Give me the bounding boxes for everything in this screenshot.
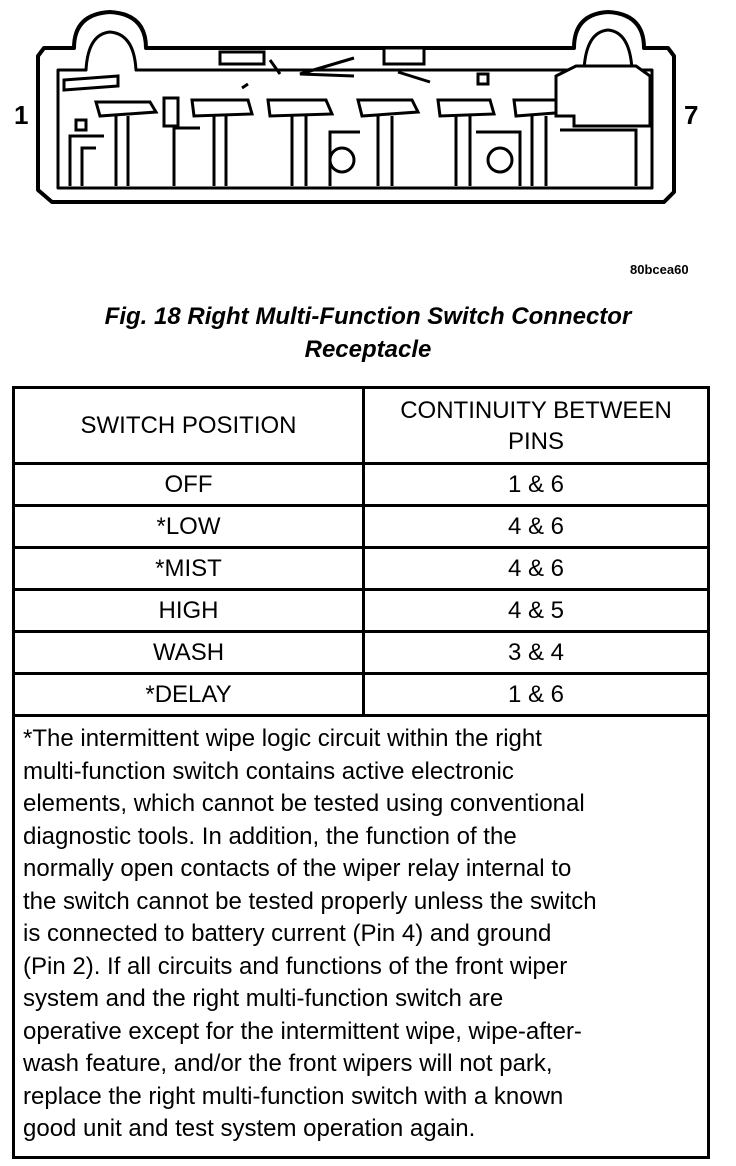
terminal-blade-5 [438, 100, 494, 116]
switch-position-cell: *DELAY [14, 674, 364, 716]
table-row [14, 464, 709, 506]
note-line: system and the right multi-function switch are [23, 985, 504, 1012]
table-row [14, 632, 709, 674]
pin-1-label: 1 [14, 100, 29, 130]
table-row [14, 590, 709, 632]
terminal-blade-2 [192, 100, 252, 116]
pin-7-label: 7 [684, 100, 699, 130]
note-line: diagnostic tools. In addition, the function of the [23, 822, 517, 850]
switch-position-cell: OFF [14, 464, 364, 506]
header-switch-position: SWITCH POSITION [14, 388, 364, 464]
table-row [14, 548, 709, 590]
header-continuity-line-2: PINS [507, 427, 564, 455]
detail-square-a [164, 98, 178, 126]
top-strip-left [220, 52, 264, 64]
switch-continuity-table [12, 386, 710, 1159]
header-continuity-line-1: CONTINUITY BETWEEN [400, 396, 672, 424]
note-line: operative except for the intermittent wipe, wipe-after- [23, 1017, 582, 1045]
left-latch [64, 76, 118, 90]
detail-square-c [478, 74, 488, 84]
switch-position-cell: *MIST [14, 548, 364, 590]
detail-square-b [76, 120, 86, 130]
note-line: elements, which cannot be tested using conventional [23, 790, 585, 817]
terminal-blade-4 [358, 100, 418, 116]
terminal-blade-3 [268, 100, 332, 116]
figure-caption [0, 300, 736, 366]
switch-position-cell: WASH [14, 632, 364, 674]
header-continuity [364, 388, 709, 464]
switch-position-cell: HIGH [14, 590, 364, 632]
top-strip-mid [384, 48, 424, 64]
hole-1 [330, 148, 354, 172]
right-terminal-block [556, 66, 650, 126]
continuity-pins-cell: 1 & 6 [364, 464, 709, 506]
table-note-row [14, 716, 709, 1158]
figure-id: 80bcea60 [630, 262, 689, 277]
note-line: good unit and test system operation again. [23, 1115, 476, 1142]
continuity-pins-cell: 3 & 4 [364, 632, 709, 674]
continuity-pins-cell: 4 & 6 [364, 548, 709, 590]
note-line: is connected to battery current (Pin 4) and ground [23, 920, 552, 947]
note-line: replace the right multi-function switch with a known [23, 1082, 564, 1110]
connector-receptacle-diagram [0, 0, 736, 260]
caption-line-2: Receptacle [304, 336, 432, 363]
note-line: (Pin 2). If all circuits and functions of the front wiper [23, 952, 568, 980]
note-line: multi-function switch contains active electronic [23, 757, 514, 785]
table-row [14, 506, 709, 548]
note-line: wash feature, and/or the front wipers will not park, [23, 1050, 553, 1077]
note-line: the switch cannot be tested properly unless the switch [23, 887, 597, 915]
switch-position-cell: *LOW [14, 506, 364, 548]
table-row [14, 674, 709, 716]
intermittent-wipe-note [14, 716, 709, 1158]
continuity-pins-cell: 1 & 6 [364, 674, 709, 716]
note-line: *The intermittent wipe logic circuit within the right [23, 725, 542, 752]
continuity-pins-cell: 4 & 5 [364, 590, 709, 632]
table-header-row [14, 388, 709, 464]
continuity-pins-cell: 4 & 6 [364, 506, 709, 548]
caption-line-1: Fig. 18 Right Multi-Function Switch Connector [104, 303, 632, 330]
hole-2 [488, 148, 512, 172]
note-line: normally open contacts of the wiper relay internal to [23, 855, 572, 882]
terminal-blade-1 [96, 102, 156, 116]
